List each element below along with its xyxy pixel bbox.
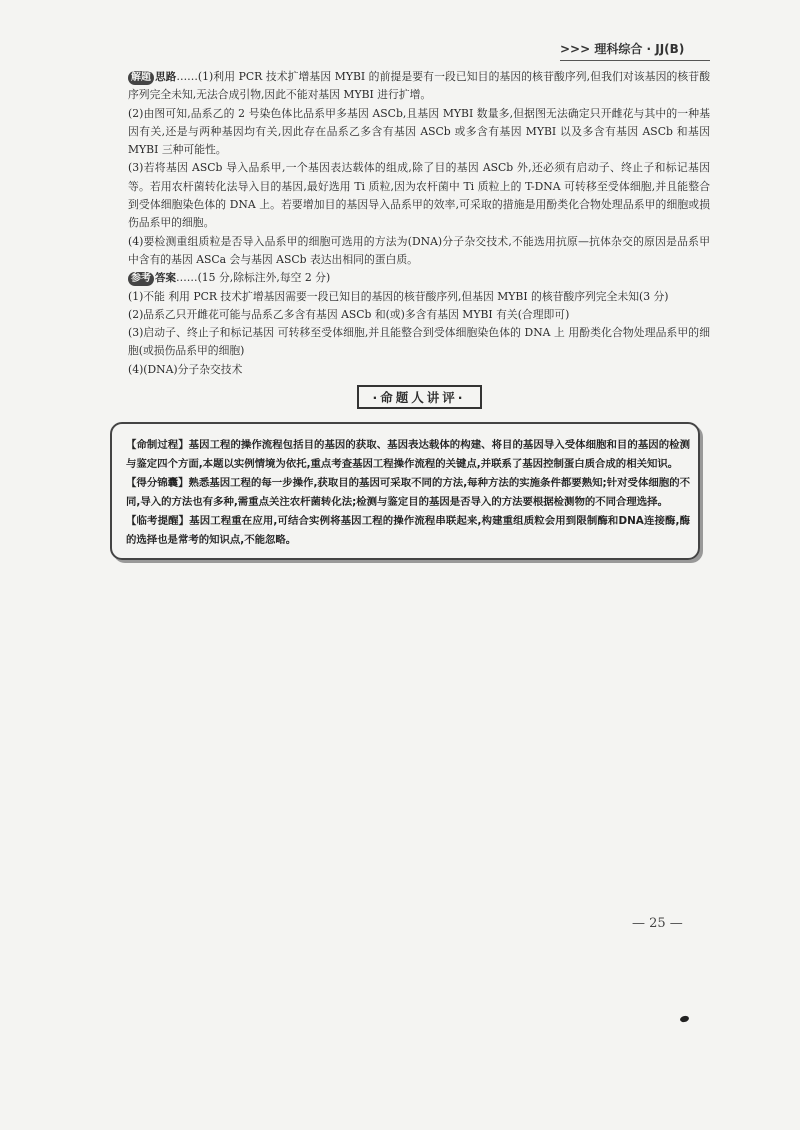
answer-paragraph-2: (2)品系乙只开雌花可能与品系乙多含有基因 ASCb 和(或)多含有基因 MYBI 有关(合理即可) xyxy=(128,307,570,321)
analysis-text-1: (1)利用 PCR 技术扩增基因 MYBI 的前提是要有一段已知目的基因的核苷酸序列,但我们对该基因的核苷酸序列完全未知,无法合成引物,因此不能对基因 MYBI 进行扩增。 xyxy=(128,70,710,102)
page-number: — 25 — xyxy=(632,916,683,931)
answer-label: 答案 xyxy=(155,272,176,285)
answer-badge: 参考 xyxy=(128,272,154,286)
commentary-box xyxy=(110,422,700,560)
analysis-lead: …… xyxy=(176,70,198,83)
answer-heading xyxy=(128,269,710,287)
analysis-section xyxy=(128,68,710,269)
commentary-paragraph-3: 【临考提醒】基因工程重在应用,可结合实例将基因工程的操作流程串联起来,构建重组质粒会用到限制酶和DNA连接酶,酶的选择也是常考的知识点,不能忽略。 xyxy=(126,515,690,546)
analysis-paragraph-3: (3)若将基因 ASCb 导入品系甲,一个基因表达载体的组成,除了目的基因 ASCb 外,还必须有启动子、终止子和标记基因等。若用农杆菌转化法导入目的基因,最好选用 Ti 质粒,因为农杆菌中 Ti 质粒上的 T-DNA 可转移至受体细胞,并且能整合到受体细胞染色体的 DNA 上。若要增加目的基因导入品系甲的效率,可采取的措施是用酚类化合物处理品系甲的细胞或损伤品系甲的细胞。 xyxy=(128,161,710,230)
answer-paragraph-4: (4)(DNA)分子杂交技术 xyxy=(128,362,243,376)
analysis-label: 思路 xyxy=(155,71,177,83)
ink-dot xyxy=(679,1015,689,1023)
analysis-badge: 解题 xyxy=(128,71,154,85)
page-header: >>> 理科综合 · JJ(B) xyxy=(560,40,710,61)
analysis-paragraph-2: (2)由图可知,品系乙的 2 号染色体比品系甲多基因 ASCb,且基因 MYBI 数量多,但据图无法确定只开雌花与其中的一种基因有关,还是与两种基因均有关,因此存在品系乙多含有基因 ASCb 或多含有基因 MYBI 以及多含有基因 ASCb 和基因 MYBI 三种可能性。 xyxy=(128,106,710,157)
answer-paragraph-1: (1)不能 利用 PCR 技术扩增基因需要一段已知目的基因的核苷酸序列,但基因 MYBI 的核苷酸序列完全未知(3 分) xyxy=(128,289,669,303)
commentary-paragraph-2: 【得分锦囊】熟悉基因工程的每一步操作,获取目的基因可采取不同的方法,每种方法的实施条件都要熟知;针对受体细胞的不同,导入的方法也有多种,需重点关注农杆菌转化法;检测与鉴定目的基因是否导入的方法要根据检测物的不同合理选择。 xyxy=(126,477,690,508)
analysis-paragraph-4: (4)要检测重组质粒是否导入品系甲的细胞可选用的方法为(DNA)分子杂交技术,不能选用抗原—抗体杂交的原因是品系甲中含有的基因 ASCa 会与基因 ASCb 表达出相同的蛋白质。 xyxy=(128,234,710,266)
answer-section xyxy=(128,269,710,379)
commentary-title: ·命题人讲评· xyxy=(357,385,482,409)
answer-paragraph-3: (3)启动子、终止子和标记基因 可转移至受体细胞,并且能整合到受体细胞染色体的 DNA 上 用酚类化合物处理品系甲的细胞(或损伤品系甲的细胞) xyxy=(128,326,710,358)
main-content xyxy=(128,68,710,411)
commentary-title-wrap xyxy=(128,385,710,411)
answer-lead: ……(15 分,除标注外,每空 2 分) xyxy=(176,271,331,285)
analysis-paragraph-1 xyxy=(128,68,710,105)
commentary-paragraph-1: 【命制过程】基因工程的操作流程包括目的基因的获取、基因表达载体的构建、将目的基因导入受体细胞和目的基因的检测与鉴定四个方面,本题以实例情境为依托,重点考查基因工程操作流程的关键点,并联系了基因控制蛋白质合成的相关知识。 xyxy=(126,439,690,470)
